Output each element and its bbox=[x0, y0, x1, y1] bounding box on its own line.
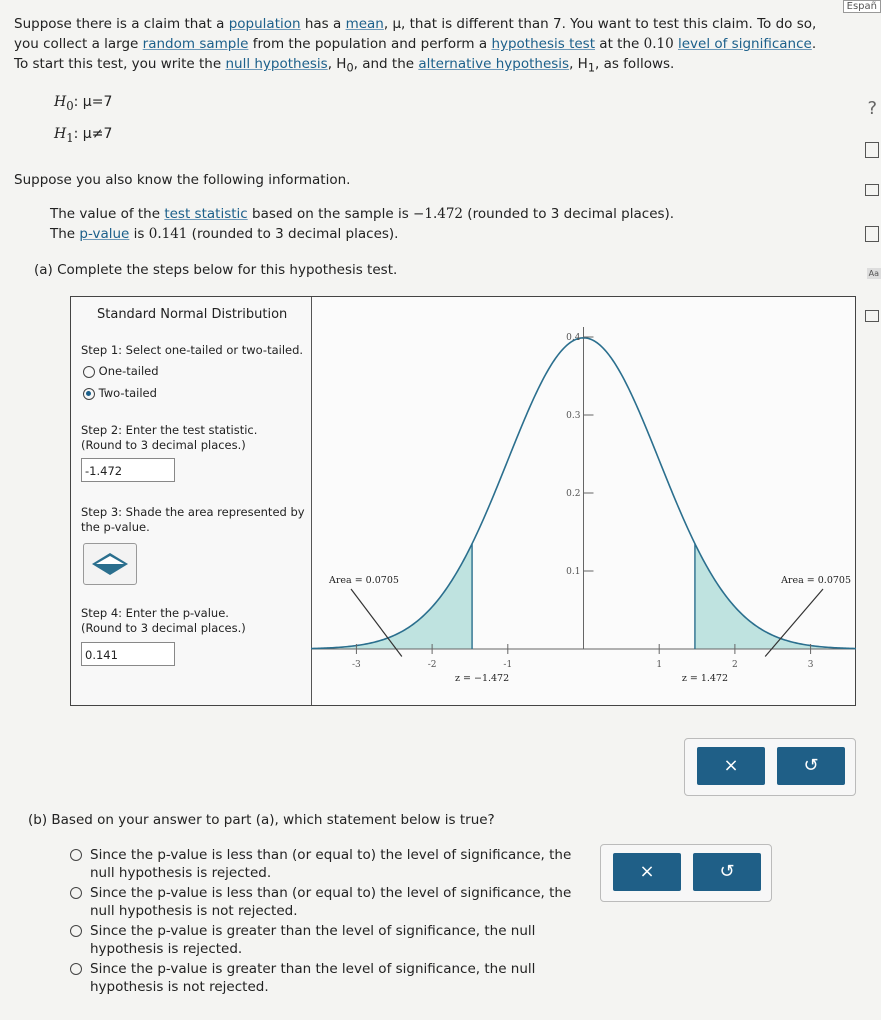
x-tick-label: -3 bbox=[352, 660, 361, 670]
one-tailed-option[interactable]: One-tailed bbox=[83, 364, 159, 379]
option-not-reject-greater[interactable]: Since the p-value is greater than the level of significance, the null hypothesis is not rejected. bbox=[70, 960, 580, 996]
left-tail-shade bbox=[311, 545, 472, 649]
alternative-hypothesis-link[interactable]: alternative hypothesis bbox=[418, 56, 570, 72]
shade-area-button[interactable] bbox=[83, 543, 137, 585]
calculator-icon[interactable] bbox=[865, 142, 879, 158]
alternative-hypothesis: $H_1$: μ≠7 bbox=[54, 126, 113, 145]
y-tick-label: 0.1 bbox=[566, 567, 581, 577]
step4-label: Step 4: Enter the p-value. (Round to 3 decimal places.) bbox=[81, 606, 246, 635]
steps-panel bbox=[71, 297, 312, 705]
right-area-label: Area = 0.0705 bbox=[781, 575, 851, 586]
option-radio[interactable] bbox=[70, 963, 82, 975]
one-tailed-radio[interactable] bbox=[83, 366, 95, 378]
part-a-prompt: (a) Complete the steps below for this hypothesis test. bbox=[34, 262, 398, 278]
hypothesis-test-link[interactable]: hypothesis test bbox=[491, 36, 596, 52]
info-heading: Suppose you also know the following information. bbox=[14, 172, 351, 188]
help-icon[interactable]: ? bbox=[867, 98, 877, 119]
undo-button[interactable] bbox=[693, 853, 761, 891]
left-z-label: z = −1.472 bbox=[454, 673, 510, 684]
two-tailed-option[interactable]: Two-tailed bbox=[83, 386, 157, 401]
left-area-label: Area = 0.0705 bbox=[329, 575, 399, 586]
test-statistic-input[interactable]: -1.472 bbox=[81, 458, 175, 482]
y-tick-label: 0.4 bbox=[566, 333, 581, 343]
test-statistic-link[interactable]: test statistic bbox=[164, 206, 248, 222]
x-tick-label: -2 bbox=[427, 660, 437, 670]
close-icon: × bbox=[639, 861, 655, 882]
x-tick-label: 2 bbox=[732, 660, 738, 670]
clear-button[interactable] bbox=[697, 747, 765, 785]
x-tick-label: 3 bbox=[807, 660, 814, 670]
language-link[interactable]: Españ bbox=[843, 0, 881, 13]
step3-label: Step 3: Shade the area represented by the p-value. bbox=[81, 505, 305, 534]
part-b-prompt: (b) Based on your answer to part (a), which statement below is true? bbox=[28, 812, 495, 828]
clear-button[interactable] bbox=[613, 853, 681, 891]
part-b-options bbox=[70, 846, 580, 996]
normal-distribution-chart bbox=[311, 297, 856, 705]
random-sample-link[interactable]: random sample bbox=[142, 36, 249, 52]
textbook-icon[interactable] bbox=[865, 226, 879, 242]
option-radio[interactable] bbox=[70, 925, 82, 937]
video-icon[interactable] bbox=[865, 184, 879, 196]
shade-tool-icon bbox=[84, 544, 136, 584]
right-tail-shade bbox=[695, 544, 856, 649]
panel-title: Standard Normal Distribution bbox=[97, 307, 288, 322]
mail-icon[interactable] bbox=[865, 310, 879, 322]
x-tick-label: -1 bbox=[503, 660, 513, 670]
problem-intro: Suppose there is a claim that a population has a mean, μ, that is different than 7. You want to test this claim. To do so, you collect a large random sample from the population and perform a hypothesis test at the 0.10 level of significance. To start this test, you write the null hypothesis, $H_0$, and the alternative hypothesis, $H_1$, as follows. bbox=[14, 16, 817, 75]
p-value-link[interactable]: p-value bbox=[79, 226, 130, 242]
option-reject-less[interactable]: Since the p-value is less than (or equal to) the level of significance, the null hypothesis is rejected. bbox=[70, 846, 580, 882]
level-of-significance-link[interactable]: level of significance bbox=[677, 36, 812, 52]
null-hypothesis: $H_0$: μ=7 bbox=[54, 94, 113, 113]
p-value-input[interactable]: 0.141 bbox=[81, 642, 175, 666]
y-tick-label: 0.3 bbox=[566, 411, 581, 421]
part-a-button-bar bbox=[684, 738, 856, 796]
undo-icon: ↺ bbox=[803, 755, 819, 776]
mean-link[interactable]: mean bbox=[345, 16, 384, 32]
part-b-button-bar bbox=[600, 844, 772, 902]
y-tick-label: 0.2 bbox=[566, 489, 581, 499]
text-size-button[interactable]: Aa bbox=[868, 269, 879, 278]
undo-icon: ↺ bbox=[719, 861, 735, 882]
step2-label: Step 2: Enter the test statistic. (Round to 3 decimal places.) bbox=[81, 423, 258, 452]
undo-button[interactable] bbox=[777, 747, 845, 785]
option-radio[interactable] bbox=[70, 887, 82, 899]
x-tick-label: 1 bbox=[656, 660, 663, 670]
population-link[interactable]: population bbox=[228, 16, 301, 32]
right-z-label: z = 1.472 bbox=[681, 673, 729, 684]
option-not-reject-less[interactable]: Since the p-value is less than (or equal to) the level of significance, the null hypothesis is not rejected. bbox=[70, 884, 580, 920]
two-tailed-radio[interactable] bbox=[83, 388, 95, 400]
option-radio[interactable] bbox=[70, 849, 82, 861]
p-value-info: The p-value is 0.141 (rounded to 3 decimal places). bbox=[50, 226, 399, 242]
null-hypothesis-link[interactable]: null hypothesis bbox=[225, 56, 328, 72]
option-reject-greater[interactable]: Since the p-value is greater than the level of significance, the null hypothesis is rejected. bbox=[70, 922, 580, 958]
test-statistic-info: The value of the test statistic based on the sample is −1.472 (rounded to 3 decimal places). bbox=[50, 206, 675, 222]
step1-label: Step 1: Select one-tailed or two-tailed. bbox=[81, 343, 304, 357]
distribution-panel bbox=[70, 296, 856, 706]
close-icon: × bbox=[723, 755, 739, 776]
